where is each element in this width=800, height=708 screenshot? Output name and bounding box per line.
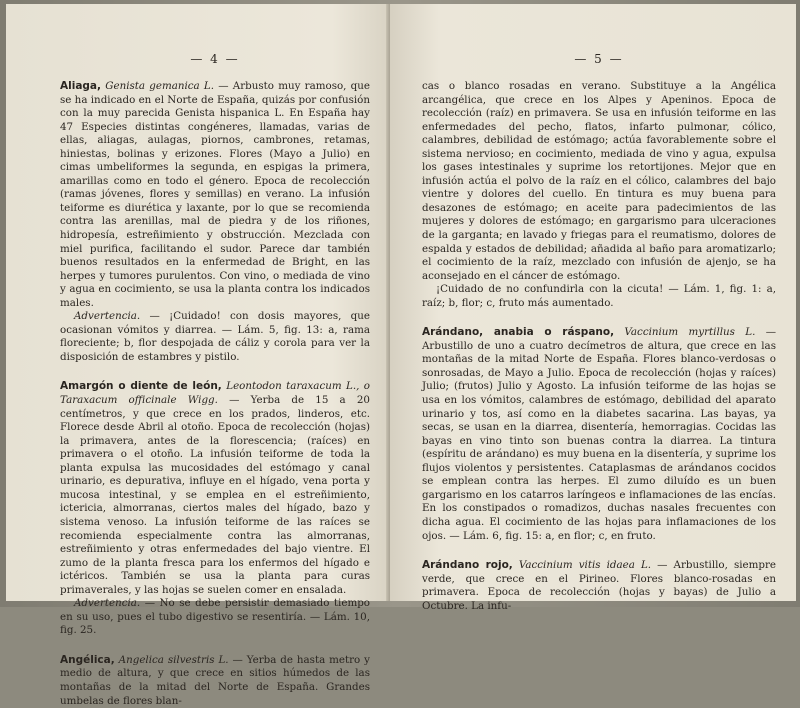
entry-text: — Yerba de hasta metro y medio de altura, y que crece en sitios húmedos de las montañas de la mitad del Norte de España. Grandes umbelas de flores blan- [60,653,370,707]
entry-latin-name: Angelica silvestris L. [118,653,229,666]
note-label: Advertencia. [74,310,141,323]
entry-latin-name: Vaccinium myrtillus L. [624,326,756,339]
right-page [390,4,796,612]
entry-latin-name: Vaccinium vitis idaea L. [518,559,652,572]
entry-continuation [422,80,776,310]
continuation-text: cas o blanco rosadas en verano. Substituye a la Angélica arcangélica, que crece en los Alpes y Apeninos. Epoca de recolección (raíz) en primavera. Se usa en infusión teiforme en las enfermedades del pecho, flatos, infarto pulmonar, cólico, calambres, debilidad de estómago; actúa favorablemente sobre el sistema nervioso; en cocimiento, mediada de vino y agua, expulsa los gases intestinales y suprime los retortijones. Mejor que en infusión actúa el polvo de la raíz en el cólico, calambres del bajo vientre y dolores del cuello. En tintura es muy buena para desazones de estómago; en aceite para padecimientos de las mujeres y dolores de estómago; en gargarismo para ulceraciones de la garganta; en lavado y friegas para el reumatismo, dolores de espalda y estados de debilidad; añadida al baño para aromatizarlo; el cocimiento de la raíz, mezclado con infusión de ajenjo, se ha aconsejado en el cáncer de estómago. [422,80,776,282]
entry-angelica [60,654,370,708]
note-label: Advertencia. [74,597,141,610]
entry-aliaga [60,80,370,364]
entry-text: — Arbustillo, siempre verde, que crece en el Pirineo. Flores blanco-rosadas en primavera. Epoca de recolección (hojas y bayas) de Julio a Octubre. La infu- [422,559,776,612]
page-number: — 4 — [190,52,240,66]
entry-headword: Amargón o diente de león, [60,380,222,393]
entry-headword: Arándano rojo, [422,559,513,572]
page-number: — 5 — [574,52,624,66]
note-text: — No se debe persistir demasiado tiempo en su uso, pues el tubo digestivo se resentiría. — Lám. 10, fig. 25. [60,597,371,637]
entry-text: — Arbustillo de uno a cuatro decímetros de altura, que crece en las montañas de la mitad Norte de España. Flores blanco-verdosas o sonrosadas, de Mayo a Julio. Epoca de recolección (hojas y raíces) Julio; (frutos) Julio y Agosto. La infusión teiforme de las hojas se usa en los vómitos, calambres de estómago, debilidad del aparato urinario y tos, así como en la diabetes sacarina. Las bayas, ya secas, se usan en la diarrea, disentería, hemorragias. Cocidas las bayas en vino tinto son buenas contra la diarrea. La tintura (espíritu de arándano) es muy buena en la disentería, y suprime los flujos violentos y persistentes. Cataplasmas de arándanos cocidos se emplean contra las herpes. El zumo diluído es un buen gargarismo en los catarros laríngeos e inflamaciones de las encías. En los constipados o romadizos, duchas nasales frecuentes con dicha agua. El cocimiento de las hojas para inflamaciones de los ojos. — Lám. 6, fig. 15: a, en flor; c, en fruto. [422,326,777,542]
entry-latin-name: Leontodon taraxacum L., o Taraxacum officinale Wigg. [60,380,371,407]
entry-latin-name: Genista gemanica L. [105,80,215,92]
left-page [6,4,390,707]
entry-arandano-rojo [422,559,776,613]
entry-arandano [422,326,776,543]
continuation-note: ¡Cuidado de no confundirla con la cicuta! — Lám. 1, fig. 1: a, raíz; b, flor; c, fruto más aumentado. [422,283,776,309]
entry-amargon [60,380,370,637]
entry-headword: Arándano, anabia o ráspano, [422,326,615,339]
entry-headword: Aliaga, [60,80,102,92]
note-text: — ¡Cuidado! con dosis mayores, que ocasionan vómitos y diarrea. — Lám. 5, fig. 13: a, rama floreciente; b, flor despojada de cáliz y corola para ver la disposición de estambres y pistilo. [60,310,370,363]
entry-text: — Yerba de 15 a 20 centímetros, y que crece en los prados, linderos, etc. Florece desde Abril al otoño. Epoca de recolección (hojas) la primavera, antes de la florescencia; (raíces) en primavera o el otoño. La infusión teiforme de toda la planta expulsa las mucosidades del estómago y canal urinario, es depurativa, influye en el hígado, vena porta y mucosa intestinal, y se emplea en el estreñimiento, ictericia, almorranas, ciertos males del hígado, bazo y sistema venoso. La infusión teiforme de las raíces se recomienda especialmente contra las almorranas, estreñimiento y otras enfermedades del bajo vientre. El zumo de la planta fresca para los enfermos del hígado e ictéricos. También se usa la planta para curas primaverales, y las hojas se suelen comer en ensalada. [60,394,370,596]
entry-headword: Angélica, [60,653,115,666]
entry-text: — Arbusto muy ramoso, que se ha indicado en el Norte de España, quizás por confusión con la muy parecida Genista hispanica L. En España hay 47 Especies distintas congéneres, llamadas, varias de ellas, aliagas, aulagas, piornos, cambrones, retamas, hiniestas, bolinas y erizones. Flores (Mayo a Julio) en cimas umbeliformes la segunda, en espigas la primera, amarillas como en todo el género. Epoca de recolección (ramas jóvenes, flores y semillas) en verano. La infusión teiforme es diurética y laxante, por lo que se recomienda contra las arenillas, mal de piedra y de los riñones, hidropesía, estreñimiento y obstrucción. Mezclada con miel purifica, facilitando el sudor. Parece dar también buenos resultados en la enfermedad de Bright, en las herpes y tumores purulentos. Con vino, o mediada de vino y agua en cocimiento, se usa la planta contra los indicados males. [60,80,370,309]
